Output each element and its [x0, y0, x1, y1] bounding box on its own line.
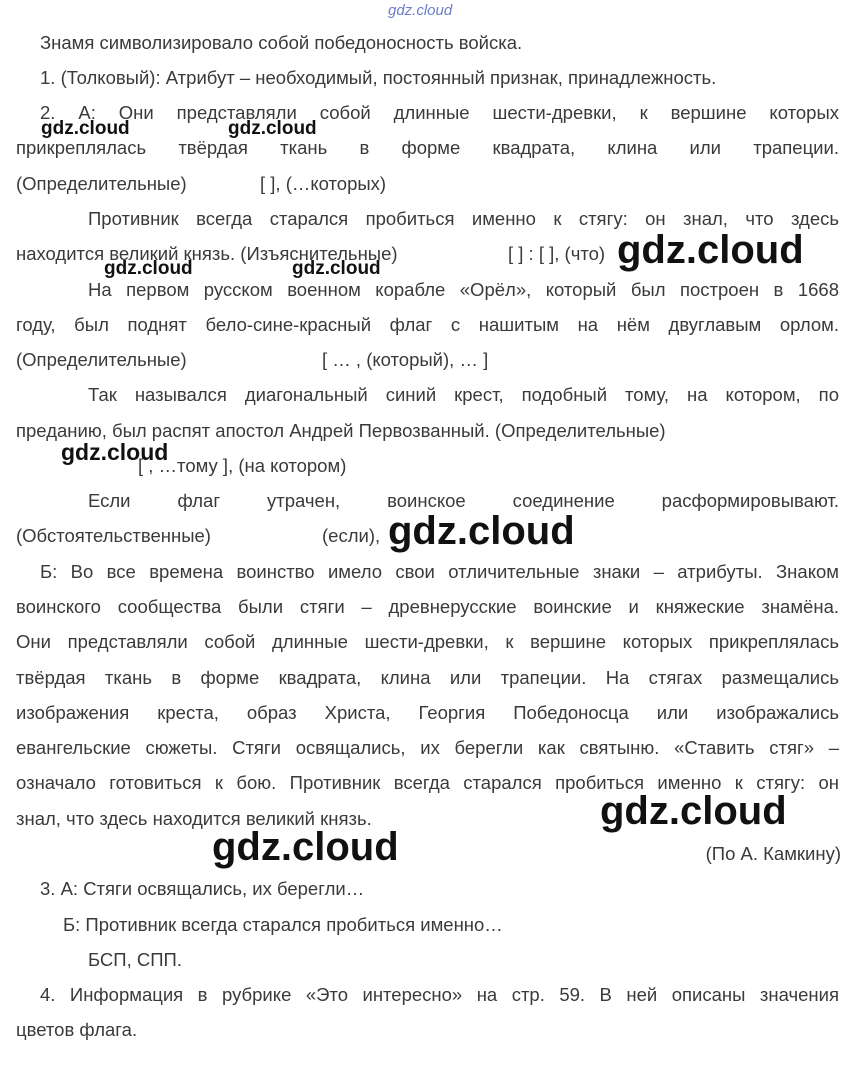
text-line-29: цветов флага.: [16, 1019, 138, 1040]
text-line-8: На первом русском военном корабле «Орёл», который был построен в 1668: [88, 279, 839, 300]
text-line-1: Знамя символизировало собой победоносность войска.: [40, 32, 523, 53]
text-line-6: Противник всегда старался пробиться именно к стягу: он знал, что здесь: [88, 208, 839, 229]
text-line-27: БСП, СПП.: [88, 949, 182, 970]
text-line-12: преданию, был распят апостол Андрей Первозванный. (Определительные): [16, 420, 666, 441]
text-line-16: Б: Во все времена воинство имело свои отличительные знаки – атрибуты. Знаком: [40, 561, 839, 582]
text-line-18: Они представляли собой длинные шести-древки, к вершине которых прикреплялась: [16, 631, 839, 652]
text-line-17: воинского сообщества были стяги – древнерусские воинские и княжеские знамёна.: [16, 596, 839, 617]
watermark: gdz.cloud: [228, 118, 317, 139]
text-line-19: твёрдая ткань в форме квадрата, клина или трапеции. На стягах размещались: [16, 667, 839, 688]
watermark: gdz.cloud: [388, 509, 575, 553]
watermark: gdz.cloud: [61, 439, 169, 465]
text-line-22: означало готовиться к бою. Противник всегда старался пробиться именно к стягу: он: [16, 772, 839, 793]
watermark: gdz.cloud: [212, 825, 399, 869]
source-attribution: (По А. Камкину): [705, 843, 841, 864]
scheme: [ ], (…которых): [260, 173, 387, 194]
text-line-20: изображения креста, образ Христа, Георгия Победоносца или изображались: [16, 702, 839, 723]
text-line-28: 4. Информация в рубрике «Это интересно» на стр. 59. В ней описаны значения: [40, 984, 839, 1005]
watermark: gdz.cloud: [617, 228, 804, 272]
text-line-23: знал, что здесь находится великий князь.: [16, 808, 372, 829]
watermark: gdz.cloud: [292, 258, 381, 279]
text-line-14: Если флаг утрачен, воинское соединение расформировывают.: [88, 490, 839, 511]
text-line-5: [16, 173, 839, 195]
watermark: gdz.cloud: [600, 789, 787, 833]
clause-type-label: (Определительные): [16, 173, 187, 194]
text-line-2: 1. (Толковый): Атрибут – необходимый, постоянный признак, принадлежность.: [40, 67, 717, 88]
text-line-25: 3. А: Стяги освящались, их берегли…: [40, 878, 365, 899]
text-line-21: евангельские сюжеты. Стяги освящались, их берегли как святыню. «Ставить стяг» –: [16, 737, 839, 758]
text-line-13: [ , …тому ], (на котором): [138, 455, 347, 476]
text-line-3: 2. А: Они представляли собой длинные шести-древки, к вершине которых: [40, 102, 839, 123]
watermark: gdz.cloud: [104, 258, 193, 279]
scheme: [ ] : [ ], (что): [508, 243, 606, 264]
scheme: [ … , (который), … ]: [322, 349, 489, 370]
text-line-9: году, был поднят бело-сине-красный флаг с нашитым на нём двуглавым орлом.: [16, 314, 839, 335]
text-line-4: прикреплялась твёрдая ткань в форме квадрата, клина или трапеции.: [16, 137, 839, 158]
scheme: (если),: [322, 525, 381, 546]
clause-type-label: (Определительные): [16, 349, 187, 370]
watermark: gdz.cloud: [41, 118, 130, 139]
text-line-26: Б: Противник всегда старался пробиться именно…: [63, 914, 503, 935]
text-line-10: [16, 349, 839, 371]
clause-type-label: (Обстоятельственные): [16, 525, 211, 546]
sentence-text: находится великий князь. (Изъяснительные): [16, 243, 398, 264]
watermark-top: gdz.cloud: [388, 2, 453, 19]
text-line-11: Так назывался диагональный синий крест, подобный тому, на котором, по: [88, 384, 839, 405]
